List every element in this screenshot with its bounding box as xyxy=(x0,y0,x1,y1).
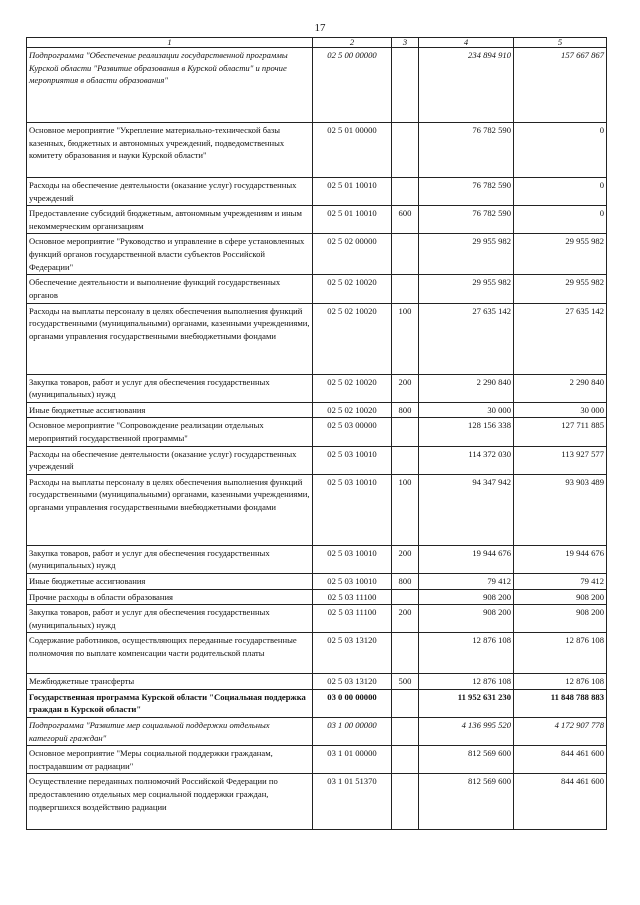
table-row xyxy=(27,402,607,418)
row-expense-type xyxy=(392,48,419,123)
row-amount-2: 0 xyxy=(514,206,607,234)
table-row xyxy=(27,446,607,474)
row-name: Расходы на выплаты персоналу в целях обеспечения выполнения функций государственными (муниципальными) органами, казенными учреждениями, органами управления государственными внебюджетными фондами xyxy=(27,303,313,374)
row-amount-2: 30 000 xyxy=(514,402,607,418)
row-expense-type: 100 xyxy=(392,303,419,374)
row-amount-1: 114 372 030 xyxy=(419,446,514,474)
row-name: Основное мероприятие "Руководство и управление в сфере установленных функций органов государственной власти субъектов Российской Федерации" xyxy=(27,234,313,275)
row-amount-1: 27 635 142 xyxy=(419,303,514,374)
table-row xyxy=(27,48,607,123)
header-col-1: 1 xyxy=(27,38,313,48)
row-expense-type xyxy=(392,234,419,275)
row-name: Закупка товаров, работ и услуг для обеспечения государственных (муниципальных) нужд xyxy=(27,374,313,402)
row-code: 02 5 01 00000 xyxy=(313,123,392,178)
row-amount-2: 908 200 xyxy=(514,589,607,605)
row-amount-1: 2 290 840 xyxy=(419,374,514,402)
row-amount-2: 908 200 xyxy=(514,605,607,633)
table-row xyxy=(27,275,607,303)
row-code: 02 5 01 10010 xyxy=(313,178,392,206)
row-code: 02 5 03 13120 xyxy=(313,633,392,674)
table-row xyxy=(27,589,607,605)
row-amount-2: 12 876 108 xyxy=(514,674,607,690)
row-name: Расходы на выплаты персоналу в целях обеспечения выполнения функций государственными (муниципальными) органами, казенными учреждениями, органами управления государственными внебюджетными фондами xyxy=(27,474,313,545)
row-amount-1: 29 955 982 xyxy=(419,234,514,275)
row-amount-2: 844 461 600 xyxy=(514,774,607,830)
row-expense-type xyxy=(392,275,419,303)
row-code: 02 5 03 00000 xyxy=(313,418,392,446)
row-code: 02 5 03 10010 xyxy=(313,545,392,573)
table-row xyxy=(27,303,607,374)
row-name: Подпрограмма "Развитие мер социальной поддержки отдельных категорий граждан" xyxy=(27,718,313,746)
row-amount-2: 844 461 600 xyxy=(514,746,607,774)
row-name: Иные бюджетные ассигнования xyxy=(27,402,313,418)
row-code: 02 5 03 10010 xyxy=(313,446,392,474)
row-code: 03 1 01 51370 xyxy=(313,774,392,830)
row-amount-2: 19 944 676 xyxy=(514,545,607,573)
row-expense-type xyxy=(392,774,419,830)
row-code: 02 5 00 00000 xyxy=(313,48,392,123)
row-name: Основное мероприятие "Сопровождение реализации отдельных мероприятий государственной программы" xyxy=(27,418,313,446)
row-name: Подпрограмма "Обеспечение реализации государственной программы Курской области "Развитие образования в Курской области" и прочие мероприятия в области образования" xyxy=(27,48,313,123)
row-name: Основное мероприятие "Укрепление материально-технической базы казенных, бюджетных и автономных учреждений, подведомственных комитету образования и науки Курской области" xyxy=(27,123,313,178)
row-expense-type xyxy=(392,589,419,605)
row-expense-type xyxy=(392,123,419,178)
table-row xyxy=(27,774,607,830)
row-code: 02 5 02 10020 xyxy=(313,402,392,418)
row-amount-2: 127 711 885 xyxy=(514,418,607,446)
row-name: Иные бюджетные ассигнования xyxy=(27,573,313,589)
table-row xyxy=(27,633,607,674)
row-amount-2: 157 667 867 xyxy=(514,48,607,123)
row-amount-1: 79 412 xyxy=(419,573,514,589)
row-amount-2: 4 172 907 778 xyxy=(514,718,607,746)
row-amount-1: 128 156 338 xyxy=(419,418,514,446)
row-expense-type xyxy=(392,718,419,746)
table-row xyxy=(27,674,607,690)
header-col-4: 4 xyxy=(419,38,514,48)
page-number: 17 xyxy=(314,22,326,34)
row-name: Закупка товаров, работ и услуг для обеспечения государственных (муниципальных) нужд xyxy=(27,605,313,633)
row-code: 02 5 02 10020 xyxy=(313,303,392,374)
row-amount-1: 76 782 590 xyxy=(419,123,514,178)
row-name: Предоставление субсидий бюджетным, автономным учреждениям и иным некоммерческим организациям xyxy=(27,206,313,234)
row-amount-1: 812 569 600 xyxy=(419,774,514,830)
table-row xyxy=(27,605,607,633)
row-name: Осуществление переданных полномочий Российской Федерации по предоставлению отдельных мер социальной поддержки граждан, подвергшихся воздействию радиации xyxy=(27,774,313,830)
row-amount-1: 812 569 600 xyxy=(419,746,514,774)
row-amount-2: 29 955 982 xyxy=(514,275,607,303)
row-amount-1: 30 000 xyxy=(419,402,514,418)
table-row xyxy=(27,718,607,746)
table-row xyxy=(27,206,607,234)
row-amount-1: 234 894 910 xyxy=(419,48,514,123)
row-amount-1: 76 782 590 xyxy=(419,178,514,206)
row-amount-1: 11 952 631 230 xyxy=(419,689,514,717)
row-amount-1: 4 136 995 520 xyxy=(419,718,514,746)
row-name: Межбюджетные трансферты xyxy=(27,674,313,690)
row-code: 03 1 01 00000 xyxy=(313,746,392,774)
row-expense-type: 500 xyxy=(392,674,419,690)
row-code: 02 5 03 11100 xyxy=(313,605,392,633)
row-name: Содержание работников, осуществляющих переданные государственные полномочия по выплате компенсации части родительской платы xyxy=(27,633,313,674)
row-amount-2: 93 903 489 xyxy=(514,474,607,545)
row-code: 02 5 03 11100 xyxy=(313,589,392,605)
row-code: 03 0 00 00000 xyxy=(313,689,392,717)
row-name: Основное мероприятие "Меры социальной поддержки гражданам, пострадавшим от радиации" xyxy=(27,746,313,774)
row-code: 02 5 02 10020 xyxy=(313,374,392,402)
row-amount-2: 27 635 142 xyxy=(514,303,607,374)
row-amount-1: 19 944 676 xyxy=(419,545,514,573)
row-amount-1: 29 955 982 xyxy=(419,275,514,303)
row-code: 02 5 03 10010 xyxy=(313,474,392,545)
row-expense-type: 200 xyxy=(392,545,419,573)
table-row xyxy=(27,178,607,206)
header-col-2: 2 xyxy=(313,38,392,48)
header-col-3: 3 xyxy=(392,38,419,48)
row-expense-type xyxy=(392,418,419,446)
row-amount-2: 0 xyxy=(514,123,607,178)
header-col-5: 5 xyxy=(514,38,607,48)
row-code: 02 5 03 10010 xyxy=(313,573,392,589)
row-amount-2: 11 848 788 883 xyxy=(514,689,607,717)
table-row xyxy=(27,689,607,717)
row-amount-2: 2 290 840 xyxy=(514,374,607,402)
row-name: Расходы на обеспечение деятельности (оказание услуг) государственных учреждений xyxy=(27,178,313,206)
row-expense-type: 800 xyxy=(392,573,419,589)
row-expense-type: 200 xyxy=(392,605,419,633)
row-expense-type: 800 xyxy=(392,402,419,418)
row-name: Государственная программа Курской области "Социальная поддержка граждан в Курской области" xyxy=(27,689,313,717)
row-name: Обеспечение деятельности и выполнение функций государственных органов xyxy=(27,275,313,303)
table-row xyxy=(27,123,607,178)
row-code: 02 5 03 13120 xyxy=(313,674,392,690)
row-amount-2: 113 927 577 xyxy=(514,446,607,474)
row-expense-type: 200 xyxy=(392,374,419,402)
table-row xyxy=(27,545,607,573)
table-row xyxy=(27,746,607,774)
row-expense-type: 600 xyxy=(392,206,419,234)
budget-table xyxy=(26,37,607,830)
row-amount-2: 12 876 108 xyxy=(514,633,607,674)
table-row xyxy=(27,374,607,402)
row-code: 02 5 02 00000 xyxy=(313,234,392,275)
row-amount-1: 908 200 xyxy=(419,605,514,633)
row-expense-type xyxy=(392,178,419,206)
row-expense-type xyxy=(392,689,419,717)
table-row xyxy=(27,418,607,446)
row-amount-1: 12 876 108 xyxy=(419,633,514,674)
row-amount-1: 12 876 108 xyxy=(419,674,514,690)
row-code: 02 5 01 10010 xyxy=(313,206,392,234)
row-amount-2: 79 412 xyxy=(514,573,607,589)
row-name: Прочие расходы в области образования xyxy=(27,589,313,605)
row-expense-type xyxy=(392,633,419,674)
row-expense-type xyxy=(392,746,419,774)
row-name: Закупка товаров, работ и услуг для обеспечения государственных (муниципальных) нужд xyxy=(27,545,313,573)
table-row xyxy=(27,573,607,589)
row-amount-1: 94 347 942 xyxy=(419,474,514,545)
row-code: 02 5 02 10020 xyxy=(313,275,392,303)
table-header-row xyxy=(27,38,607,48)
row-amount-1: 908 200 xyxy=(419,589,514,605)
row-amount-2: 29 955 982 xyxy=(514,234,607,275)
row-amount-1: 76 782 590 xyxy=(419,206,514,234)
row-code: 03 1 00 00000 xyxy=(313,718,392,746)
row-amount-2: 0 xyxy=(514,178,607,206)
table-row xyxy=(27,474,607,545)
row-expense-type xyxy=(392,446,419,474)
table-row xyxy=(27,234,607,275)
row-name: Расходы на обеспечение деятельности (оказание услуг) государственных учреждений xyxy=(27,446,313,474)
row-expense-type: 100 xyxy=(392,474,419,545)
